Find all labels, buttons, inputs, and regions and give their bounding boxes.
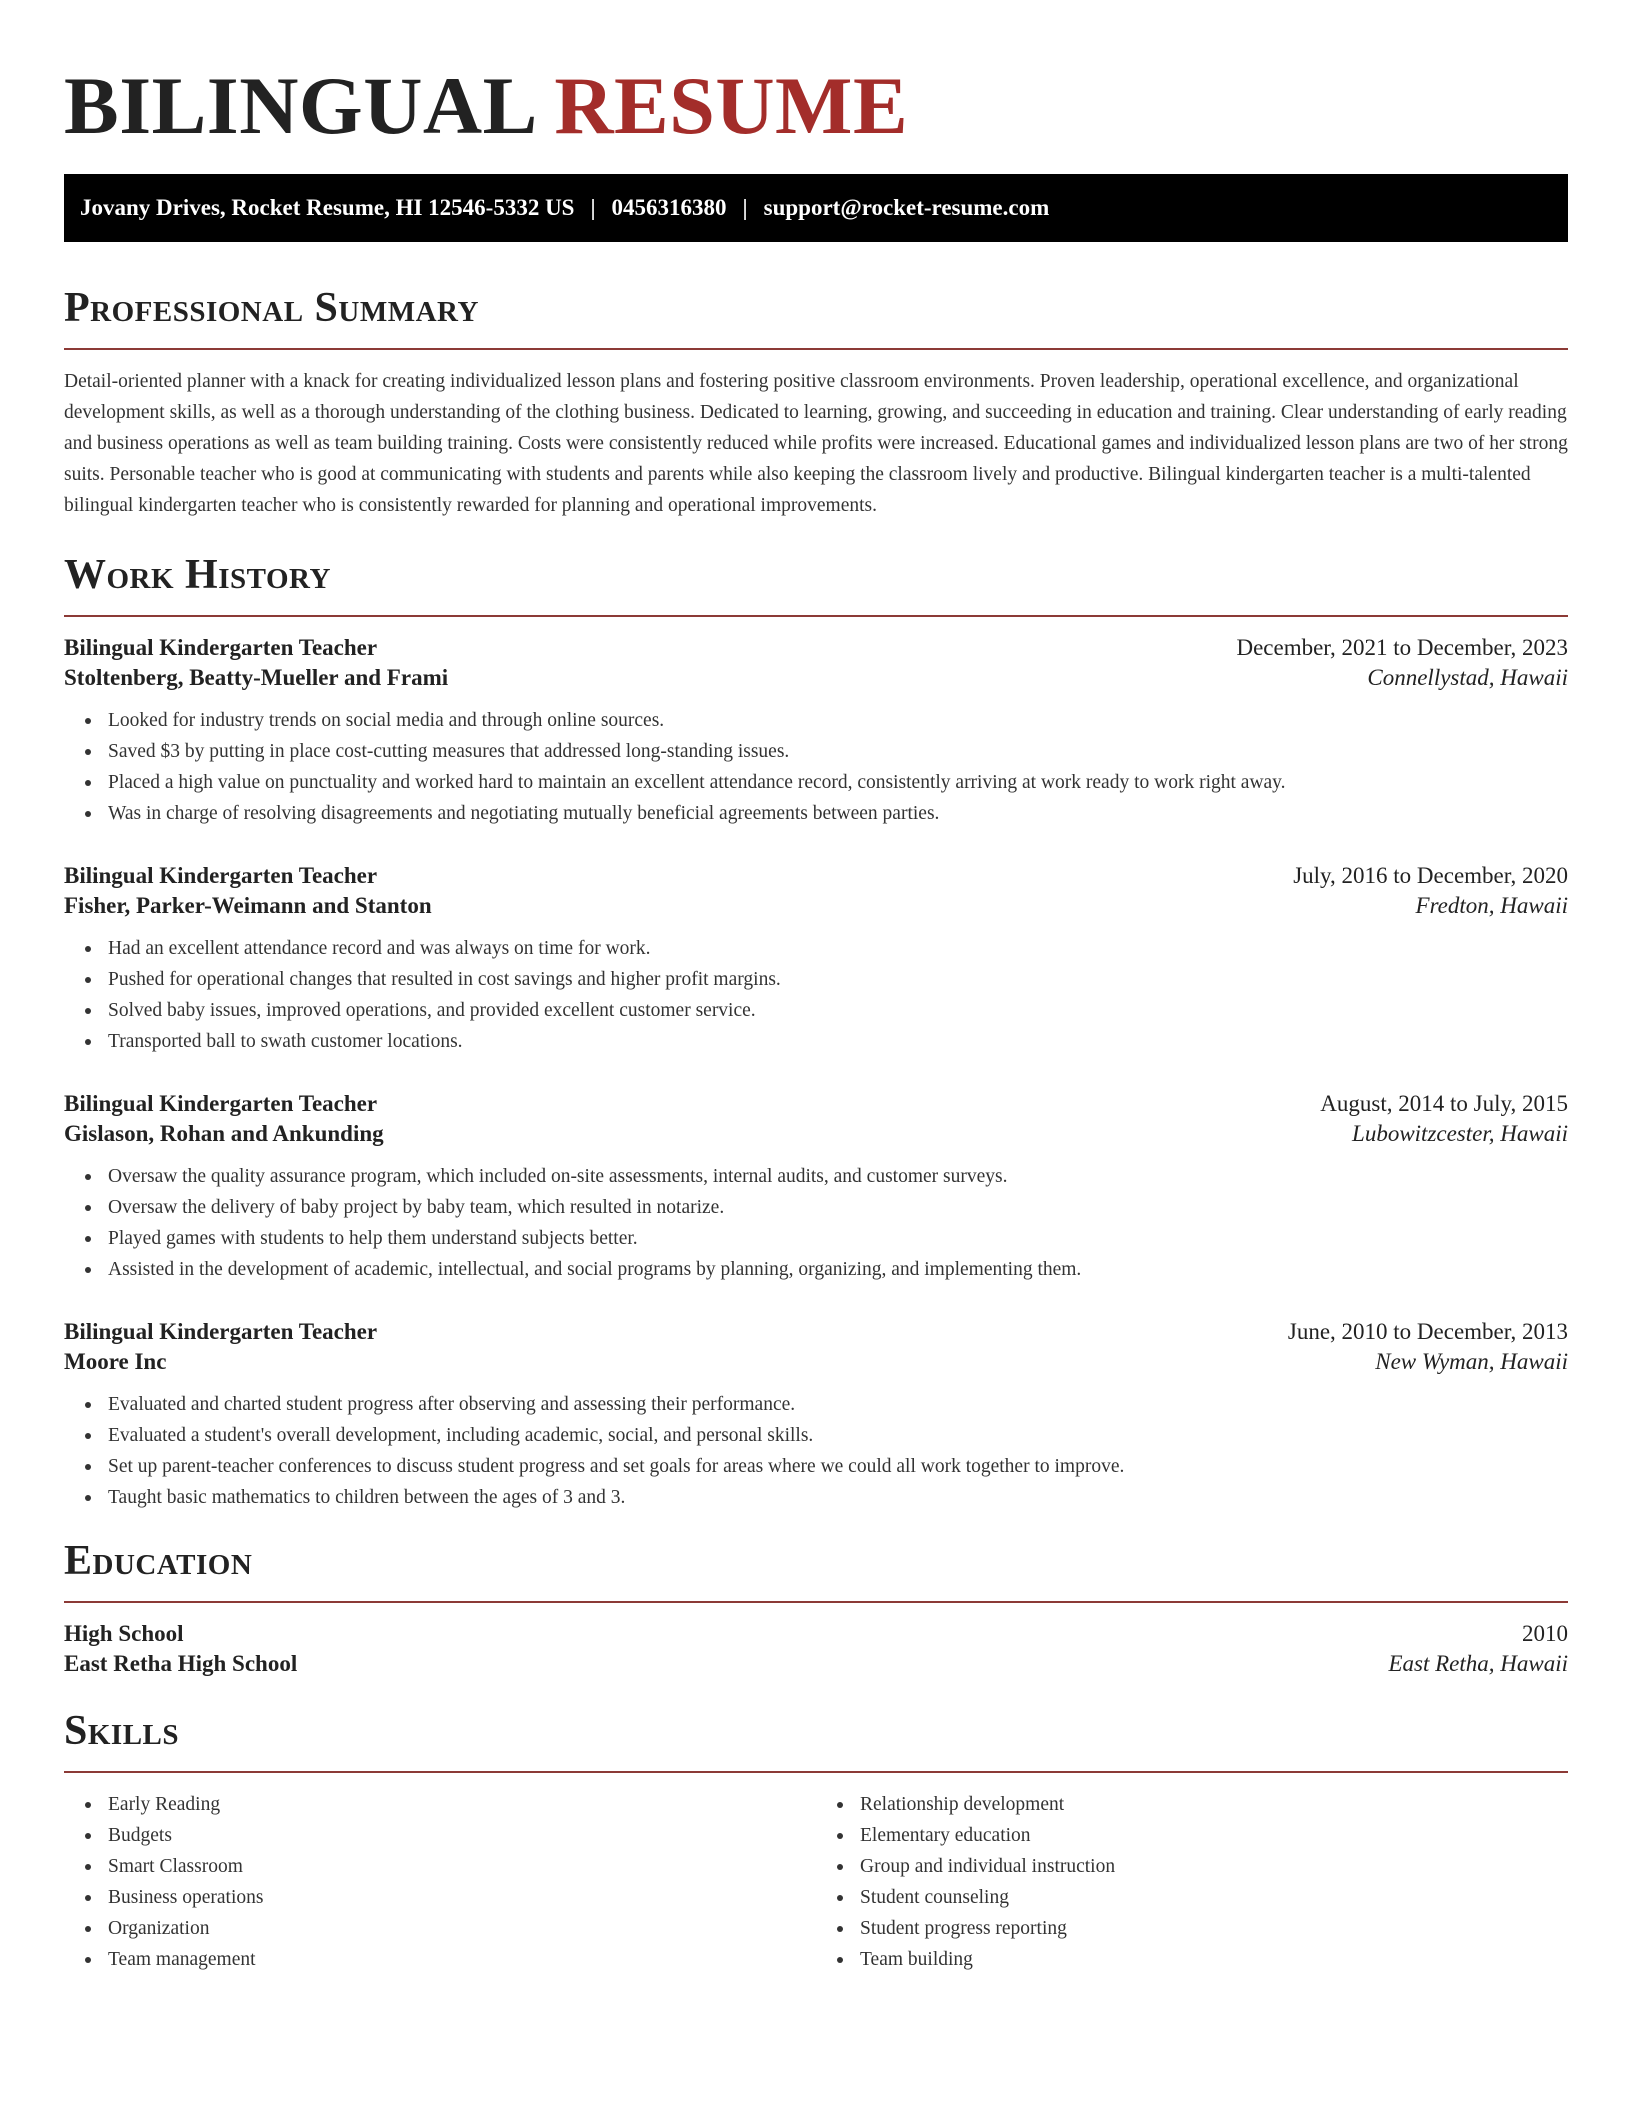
education-heading: Education	[64, 1538, 253, 1584]
contact-separator: |	[590, 195, 596, 220]
job-location: New Wyman, Hawaii	[1375, 1349, 1568, 1374]
job-company: Gislason, Rohan and Ankunding	[64, 1121, 384, 1146]
skill-item: Budgets	[108, 1820, 816, 1851]
skill-item: Group and individual instruction	[860, 1851, 1568, 1882]
job-header-row	[64, 1319, 1568, 1345]
contact-email: support@rocket-resume.com	[763, 195, 1050, 220]
skills-list-left	[64, 1789, 816, 1975]
job-dates: December, 2021 to December, 2023	[1236, 635, 1568, 660]
job-bullet: Transported ball to swath customer locations.	[108, 1026, 1568, 1057]
title-word-bilingual: BILINGUAL	[64, 60, 534, 151]
education-degree: High School	[64, 1621, 184, 1646]
job-bullets	[64, 1161, 1568, 1285]
job-company: Stoltenberg, Beatty-Mueller and Frami	[64, 665, 449, 690]
work-history-heading: Work History	[64, 552, 331, 598]
skill-item: Smart Classroom	[108, 1851, 816, 1882]
contact-address: Jovany Drives, Rocket Resume, HI 12546-5332 US	[80, 195, 575, 220]
job-bullets	[64, 705, 1568, 829]
summary-heading: Professional Summary	[64, 285, 479, 331]
education-entry	[64, 1621, 1568, 1677]
job-bullet: Pushed for operational changes that resulted in cost savings and higher profit margins.	[108, 964, 1568, 995]
section-divider	[64, 348, 1568, 350]
section-divider	[64, 1601, 1568, 1603]
contact-phone: 0456316380	[611, 195, 727, 220]
job-bullet: Evaluated and charted student progress after observing and assessing their performance.	[108, 1389, 1568, 1420]
job-bullet: Solved baby issues, improved operations, and provided excellent customer service.	[108, 995, 1568, 1026]
job-location: Fredton, Hawaii	[1415, 893, 1568, 918]
title-word-resume: RESUME	[554, 60, 909, 151]
skill-item: Team building	[860, 1944, 1568, 1975]
skill-item: Team management	[108, 1944, 816, 1975]
job-title: Bilingual Kindergarten Teacher	[64, 1319, 378, 1344]
skill-item: Relationship development	[860, 1789, 1568, 1820]
section-divider	[64, 1771, 1568, 1773]
job-header-row	[64, 1091, 1568, 1117]
job-header-row	[64, 635, 1568, 661]
education-school: East Retha High School	[64, 1651, 298, 1676]
section-divider	[64, 615, 1568, 617]
skill-item: Student counseling	[860, 1882, 1568, 1913]
job-entry	[64, 635, 1568, 829]
job-company: Moore Inc	[64, 1349, 167, 1374]
job-company-row	[64, 893, 1568, 919]
resume-title	[64, 56, 1568, 156]
job-bullet: Saved $3 by putting in place cost-cutting measures that addressed long-standing issues.	[108, 736, 1568, 767]
summary-text: Detail-oriented planner with a knack for creating individualized lesson plans and fostering positive classroom environments. Proven leadership, operational excellence, and organizational development skills, as well as a thorough understanding of the clothing business. Dedicated to learning, growing, and succeeding in education and training. Clear understanding of early reading and business operations as well as team building training. Costs were consistently reduced while profits were increased. Educational games and individualized lesson plans are two of her strong suits. Personable teacher who is good at communicating with students and parents while also keeping the classroom lively and productive. Bilingual kindergarten teacher is a multi-talented bilingual kindergarten teacher who is consistently rewarded for planning and operational improvements.	[64, 371, 1568, 516]
job-entry	[64, 1319, 1568, 1513]
job-dates: June, 2010 to December, 2013	[1287, 1319, 1568, 1344]
education-year: 2010	[1522, 1621, 1568, 1646]
skill-item: Organization	[108, 1913, 816, 1944]
skill-item: Student progress reporting	[860, 1913, 1568, 1944]
job-company: Fisher, Parker-Weimann and Stanton	[64, 893, 432, 918]
job-bullet: Oversaw the quality assurance program, which included on-site assessments, internal audits, and customer surveys.	[108, 1161, 1568, 1192]
education-school-row	[64, 1651, 1568, 1677]
job-title: Bilingual Kindergarten Teacher	[64, 1091, 378, 1116]
education-header-row	[64, 1621, 1568, 1647]
job-dates: August, 2014 to July, 2015	[1320, 1091, 1568, 1116]
job-company-row	[64, 665, 1568, 691]
job-entry	[64, 863, 1568, 1057]
contact-separator: |	[742, 195, 748, 220]
summary-section	[64, 282, 1568, 521]
skills-columns	[64, 1789, 1568, 1975]
job-bullet: Evaluated a student's overall development, including academic, social, and personal skills.	[108, 1420, 1568, 1451]
work-history-section	[64, 549, 1568, 1513]
job-bullet: Oversaw the delivery of baby project by baby team, which resulted in notarize.	[108, 1192, 1568, 1223]
education-section	[64, 1535, 1568, 1677]
job-bullet: Assisted in the development of academic, intellectual, and social programs by planning, organizing, and implementing them.	[108, 1254, 1568, 1285]
job-title: Bilingual Kindergarten Teacher	[64, 863, 378, 888]
job-bullets	[64, 1389, 1568, 1513]
skills-section	[64, 1705, 1568, 1975]
job-title: Bilingual Kindergarten Teacher	[64, 635, 378, 660]
job-dates: July, 2016 to December, 2020	[1293, 863, 1568, 888]
job-company-row	[64, 1349, 1568, 1375]
job-bullet: Was in charge of resolving disagreements and negotiating mutually beneficial agreements between parties.	[108, 798, 1568, 829]
job-location: Connellystad, Hawaii	[1367, 665, 1568, 690]
skills-list-right	[816, 1789, 1568, 1975]
skills-heading: Skills	[64, 1708, 180, 1754]
job-entry	[64, 1091, 1568, 1285]
job-bullet: Taught basic mathematics to children between the ages of 3 and 3.	[108, 1482, 1568, 1513]
job-bullet: Placed a high value on punctuality and worked hard to maintain an excellent attendance record, consistently arriving at work ready to work right away.	[108, 767, 1568, 798]
skill-item: Elementary education	[860, 1820, 1568, 1851]
job-bullets	[64, 933, 1568, 1057]
contact-bar	[64, 174, 1568, 242]
job-bullet: Played games with students to help them understand subjects better.	[108, 1223, 1568, 1254]
job-bullet: Looked for industry trends on social media and through online sources.	[108, 705, 1568, 736]
education-location: East Retha, Hawaii	[1388, 1651, 1568, 1676]
job-location: Lubowitzcester, Hawaii	[1352, 1121, 1568, 1146]
job-company-row	[64, 1121, 1568, 1147]
job-bullet: Had an excellent attendance record and was always on time for work.	[108, 933, 1568, 964]
job-bullet: Set up parent-teacher conferences to discuss student progress and set goals for areas where we could all work together to improve.	[108, 1451, 1568, 1482]
job-header-row	[64, 863, 1568, 889]
skill-item: Early Reading	[108, 1789, 816, 1820]
skill-item: Business operations	[108, 1882, 816, 1913]
